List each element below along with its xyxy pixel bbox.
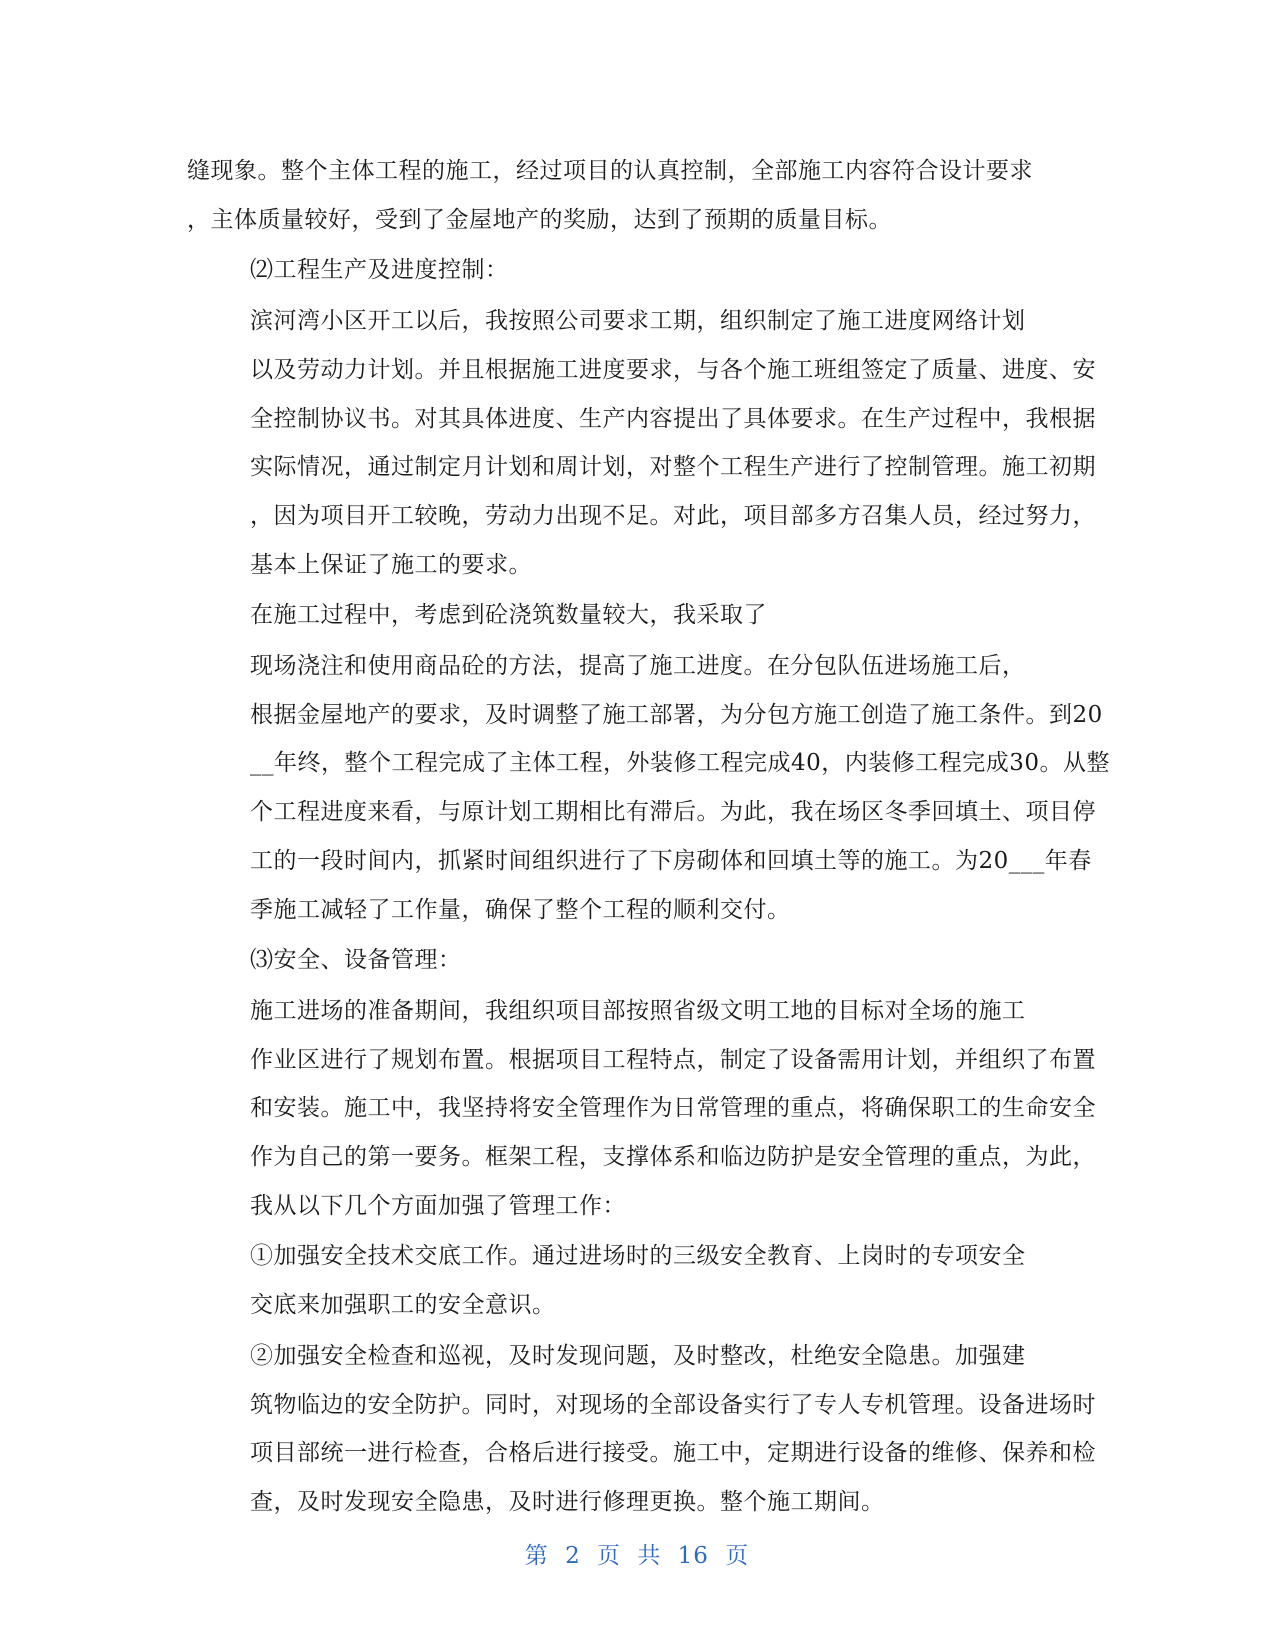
paragraph — [187, 297, 1096, 589]
footer-total-pages: 16 — [677, 1543, 709, 1569]
paragraph — [187, 246, 1087, 295]
footer-total-prefix: 共 — [637, 1543, 662, 1569]
footer-total-suffix: 页 — [725, 1543, 750, 1569]
text-line: 滨河湾小区开工以后，我按照公司要求工期，组织制定了施工进度网络计划 — [250, 308, 1026, 335]
text-line: 作为自己的第一要务。框架工程，支撑体系和临边防护是安全管理的重点，为此， — [250, 1144, 1096, 1171]
page-footer — [187, 1537, 1087, 1570]
paragraph — [187, 642, 1111, 934]
text-line: 筑物临边的安全防护。同时，对现场的全部设备实行了专人专机管理。设备进场时 — [250, 1391, 1096, 1418]
footer-page-word: 页 — [597, 1543, 622, 1569]
paragraph — [187, 936, 1087, 985]
text-line: 实际情况，通过制定月计划和周计划，对整个工程生产进行了控制管理。施工初期 — [250, 454, 1096, 481]
paragraph — [187, 591, 1087, 640]
text-line: 交底来加强职工的安全意识。 — [250, 1292, 556, 1319]
text-line: 以及劳动力计划。并且根据施工进度要求，与各个施工班组签定了质量、进度、安 — [250, 356, 1096, 383]
text-line: 工的一段时间内，抓紧时间组织进行了下房砌体和回填土等的施工。为20___年春 — [250, 847, 1092, 874]
document-body — [187, 147, 1111, 1529]
text-line: 和安装。施工中，我坚持将安全管理作为日常管理的重点，将确保职工的生命安全 — [250, 1095, 1096, 1122]
text-line: 在施工过程中，考虑到砼浇筑数量较大，我采取了 — [250, 602, 767, 629]
paragraph — [187, 987, 1096, 1231]
document-page — [187, 0, 1111, 1650]
text-line: 季施工减轻了工作量，确保了整个工程的顺利交付。 — [250, 896, 791, 923]
text-line: 施工进场的准备期间，我组织项目部按照省级文明工地的目标对全场的施工 — [250, 997, 1026, 1024]
text-line: 个工程进度来看，与原计划工期相比有滞后。为此，我在场区冬季回填土、项目停 — [250, 799, 1096, 826]
text-line: 项目部统一进行检查，合格后进行接受。施工中，定期进行设备的维修、保养和检 — [250, 1440, 1096, 1467]
paragraph — [187, 1232, 1087, 1329]
text-line: ，主体质量较好，受到了金屋地产的奖励，达到了预期的质量目标。 — [187, 206, 892, 233]
text-line: 根据金屋地产的要求，及时调整了施工部署，为分包方施工创造了施工条件。到20 — [250, 701, 1103, 728]
text-line: __年终，整个工程完成了主体工程，外装修工程完成40，内装修工程完成30。从整 — [250, 750, 1111, 777]
text-line: 作业区进行了规划布置。根据项目工程特点，制定了设备需用计划，并组织了布置 — [250, 1046, 1096, 1073]
text-line: 基本上保证了施工的要求。 — [250, 551, 532, 578]
paragraph — [187, 147, 1087, 244]
text-line: 全控制协议书。对其具体进度、生产内容提出了具体要求。在生产过程中，我根据 — [250, 405, 1096, 432]
text-line: 我从以下几个方面加强了管理工作： — [250, 1192, 626, 1219]
text-line: 缝现象。整个主体工程的施工，经过项目的认真控制，全部施工内容符合设计要求 — [187, 158, 1033, 184]
text-line: ①加强安全技术交底工作。通过进场时的三级安全教育、上岗时的专项安全 — [250, 1243, 1026, 1270]
text-line: 查，及时发现安全隐患，及时进行修理更换。整个施工期间。 — [250, 1488, 885, 1515]
footer-prefix: 第 — [524, 1543, 549, 1569]
text-line: 现场浇注和使用商品砼的方法，提高了施工进度。在分包队伍进场施工后， — [250, 653, 1026, 680]
text-line: ，因为项目开工较晚，劳动力出现不足。对此，项目部多方召集人员，经过努力， — [250, 502, 1096, 529]
text-line: ⑶安全、设备管理： — [250, 947, 462, 974]
text-line: ⑵工程生产及进度控制： — [250, 257, 509, 284]
footer-current-page: 2 — [565, 1543, 581, 1569]
paragraph — [187, 1332, 1096, 1527]
text-line: ②加强安全检查和巡视，及时发现问题，及时整改，杜绝安全隐患。加强建 — [250, 1342, 1026, 1369]
